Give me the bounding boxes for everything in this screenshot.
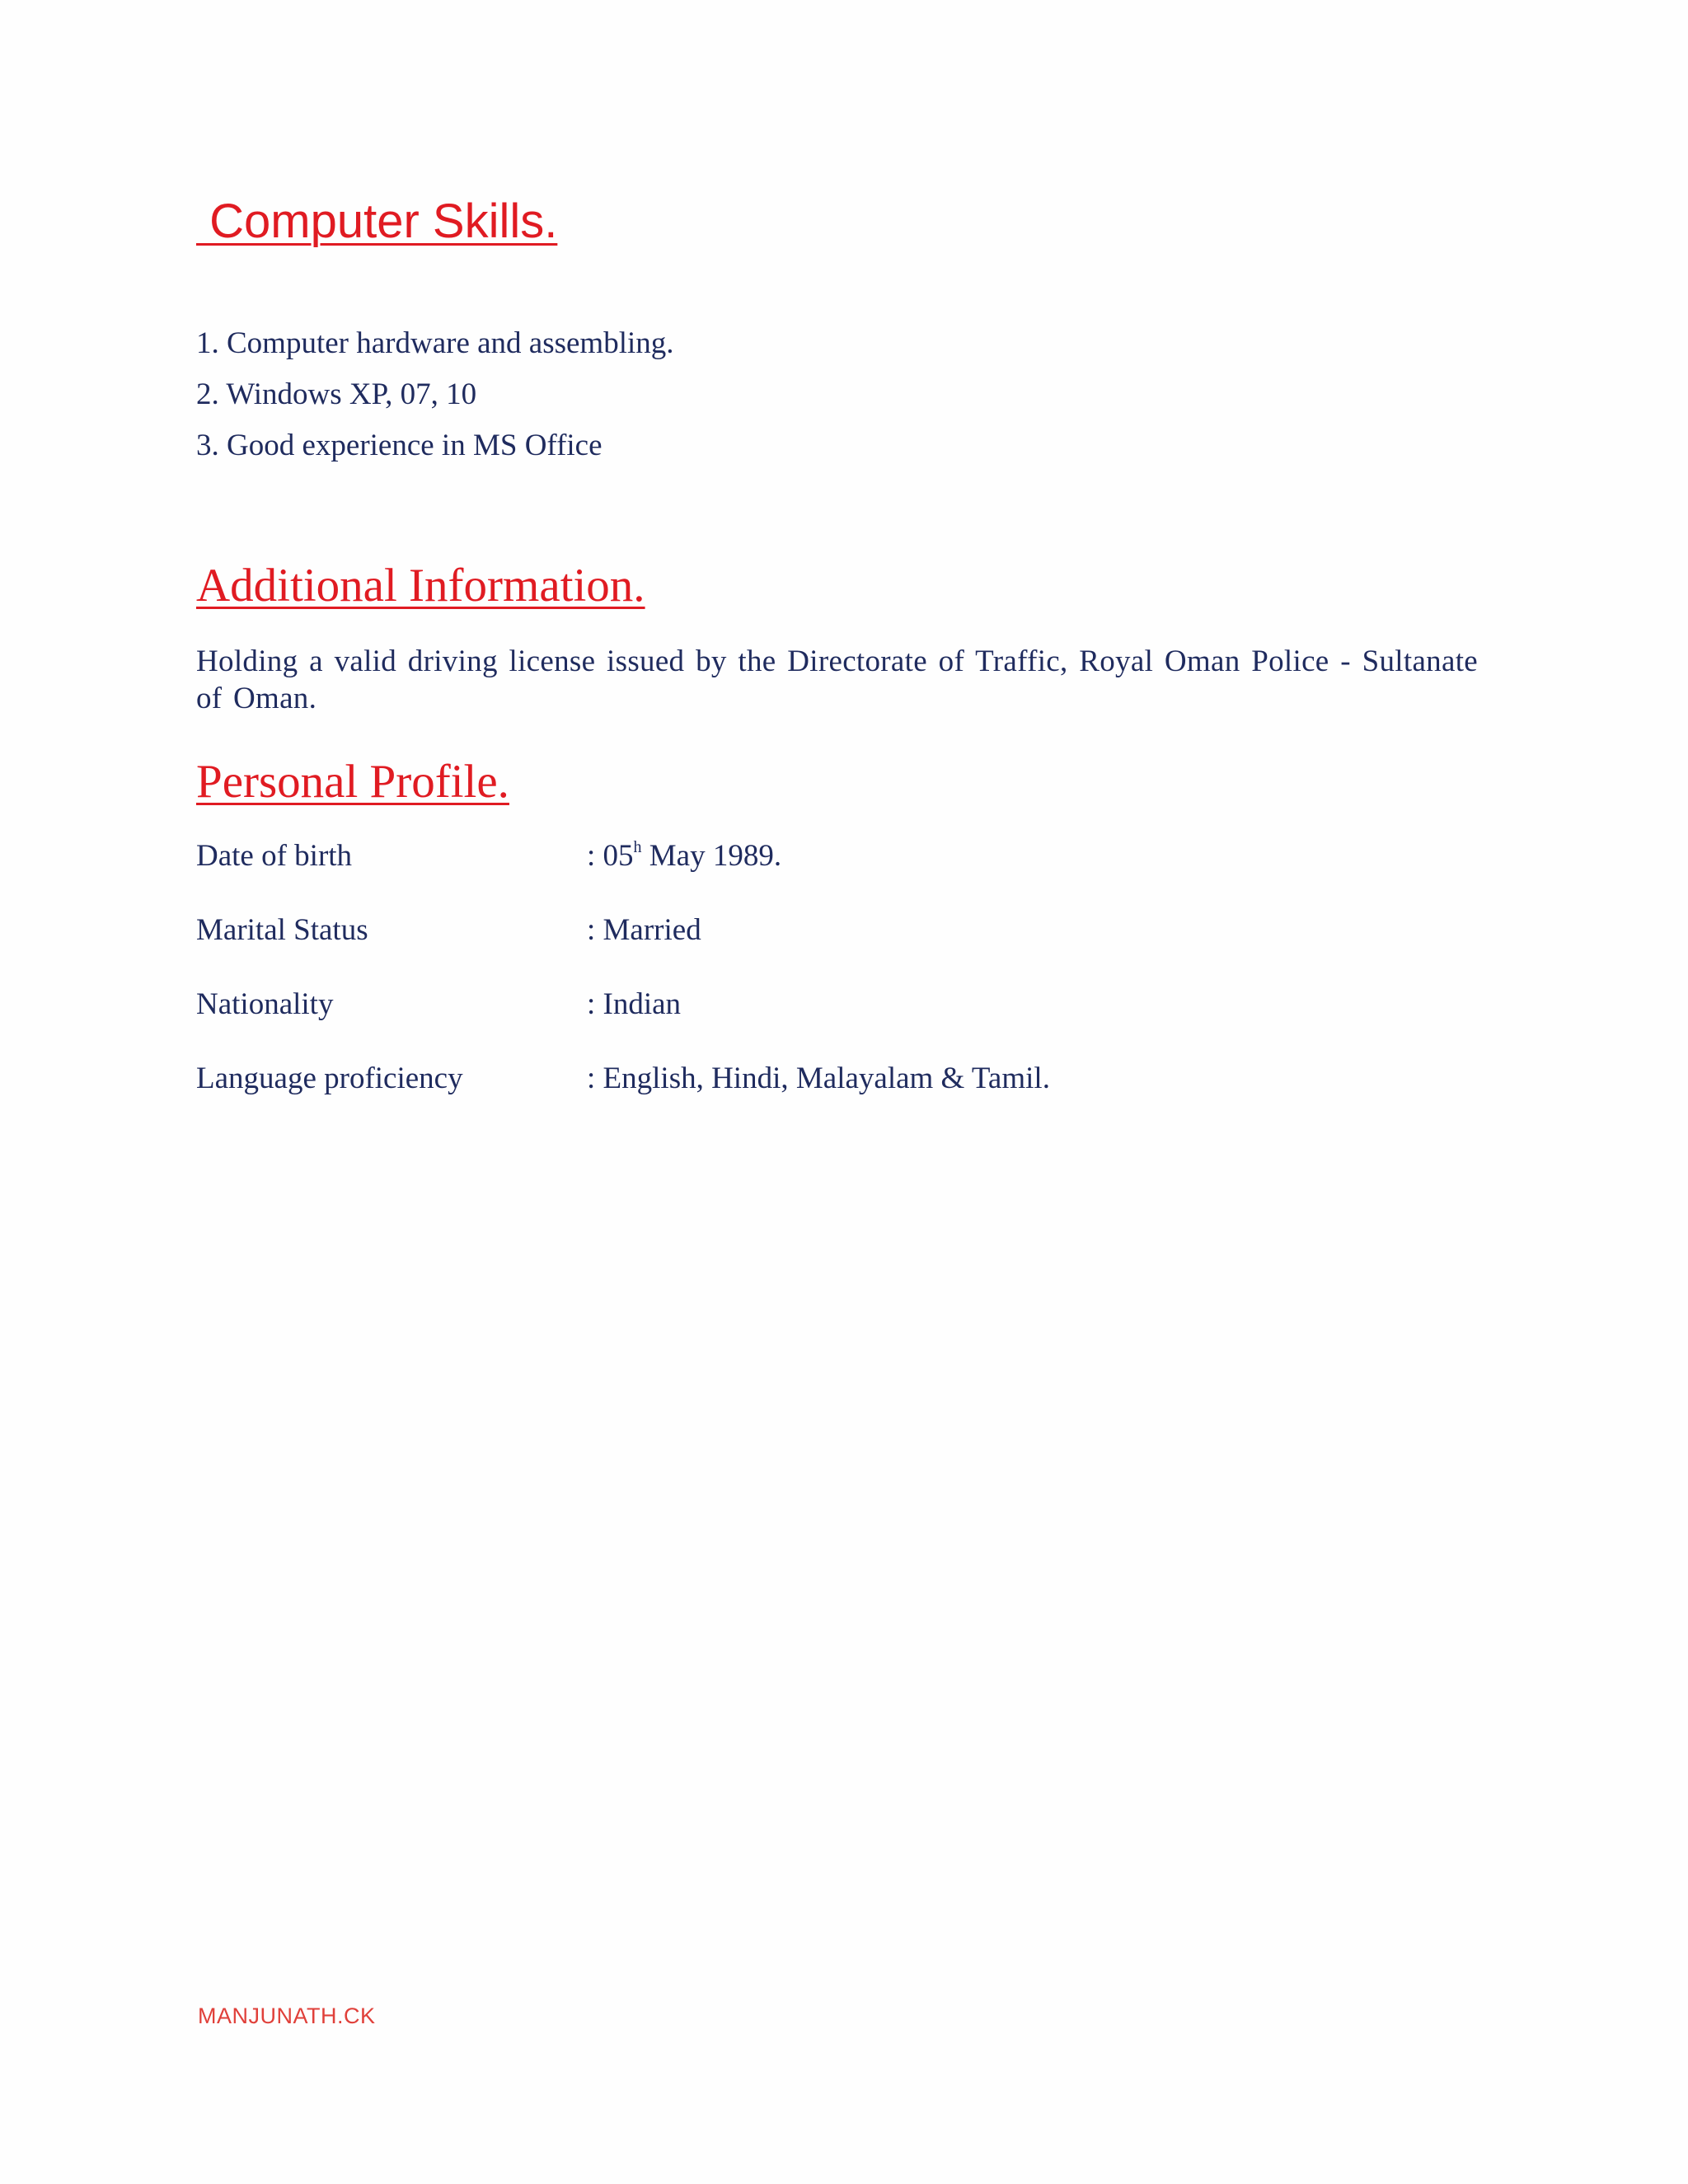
skill-item: 2. Windows XP, 07, 10 (196, 377, 477, 411)
personal-profile-heading: Personal Profile. (196, 756, 509, 808)
skill-item: 3. Good experience in MS Office (196, 429, 603, 462)
dob-day: : 05 (587, 839, 634, 873)
footer-name: MANJUNATH.CK (198, 2004, 376, 2028)
skill-item: 1. Computer hardware and assembling. (196, 326, 674, 360)
dob-ordinal-suffix: h (633, 838, 642, 856)
profile-label-nationality: Nationality (196, 987, 334, 1021)
additional-information-heading: Additional Information. (196, 560, 645, 612)
computer-skills-heading: Computer Skills. (196, 194, 558, 248)
profile-label-date-of-birth: Date of birth (196, 839, 353, 873)
profile-value-nationality: : Indian (587, 987, 682, 1021)
additional-information-text: Holding a valid driving license issued by the Directorate of Traffic, Royal Oman Police - Sultanate of Oman. (196, 644, 1478, 715)
profile-label-language-proficiency: Language proficiency (196, 1062, 463, 1095)
profile-value-language-proficiency: : English, Hindi, Malayalam & Tamil. (587, 1062, 1050, 1095)
profile-value-date-of-birth (587, 838, 782, 873)
profile-value-marital-status: : Married (587, 913, 701, 947)
profile-label-marital-status: Marital Status (196, 913, 368, 947)
dob-month-year: May 1989. (641, 839, 782, 873)
